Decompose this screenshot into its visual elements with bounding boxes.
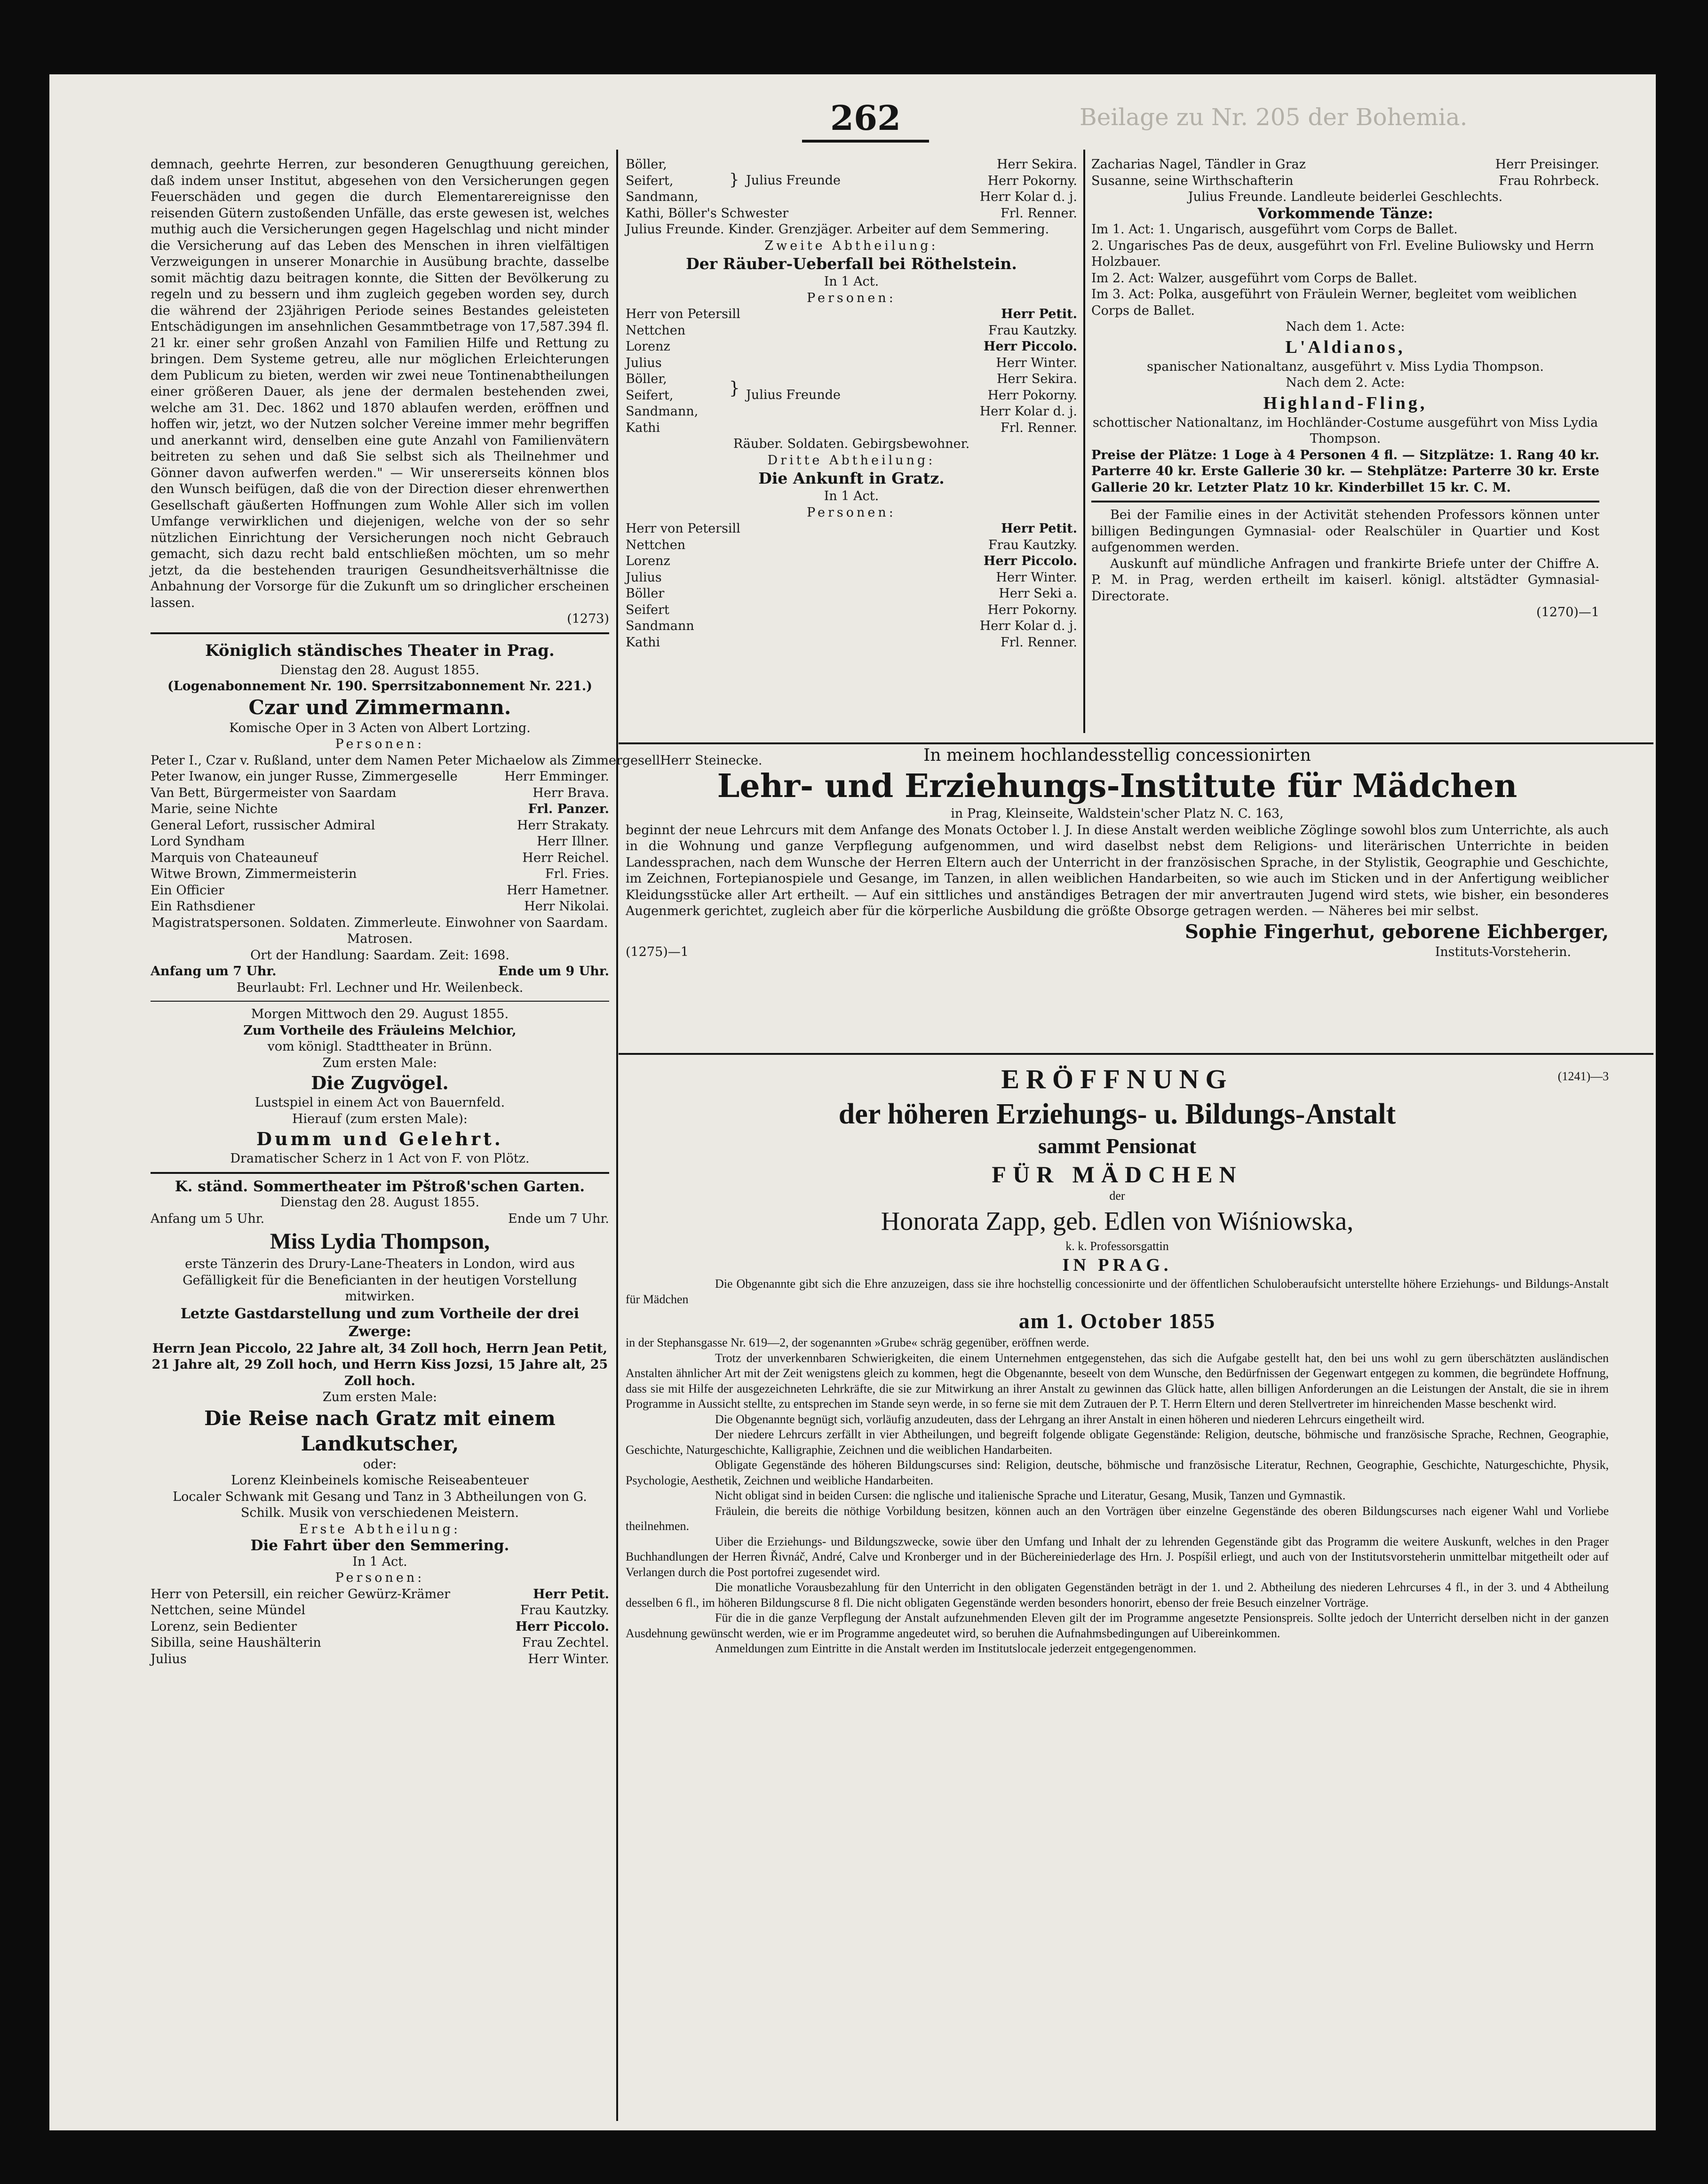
play1-subtitle: Lustspiel in einem Act von Bauernfeld. <box>254 1095 505 1110</box>
play-subtitle: Komische Oper in 3 Acten von Albert Lortzing. <box>229 720 531 735</box>
act-title: Die Ankunft in Gratz. <box>758 469 945 487</box>
ticket-prices: Preise der Plätze: 1 Loge à 4 Personen 4 fl. — Sitzplätze: 1. Rang 40 kr. Parterre 40 kr. Erste Gallerie 30 kr. — Stehplätze: Parterre 30 kr. Erste Gallerie 20 kr. Letzter Platz 10 kr. Kinderbillet 15 kr. C. M. <box>1091 447 1599 495</box>
ad-founder-name: Honorata Zapp, geb. Edlen von Wiśniowska, <box>881 1206 1354 1236</box>
play2-title: Dumm und Gelehrt. <box>256 1128 503 1149</box>
persons-heading: Personen: <box>807 290 896 305</box>
column-2 <box>626 157 1077 651</box>
ad-der: der <box>1109 1189 1125 1203</box>
cast-row: Sandmann Herr Kolar d. j. <box>626 619 1077 633</box>
brace-label: Julius Freunde <box>743 173 843 189</box>
cast-list-b <box>626 306 1077 436</box>
section-rule-middle <box>619 1053 1653 1055</box>
cast-row: Ein Officier Herr Hametner. <box>151 883 609 898</box>
cast-row: Sandmann, Herr Kolar d. j. <box>626 190 1077 204</box>
leave-note: Beurlaubt: Frl. Lechner und Hr. Weilenbeck. <box>236 980 524 995</box>
cast-row: Lord Syndham Herr Illner. <box>151 834 609 849</box>
ad-paragraph: Obligate Gegenstände des höheren Bildungscurses sind: Religion, deutsche, böhmische und französische Literatur, Rechnen, Geographie, Geschichte, Naturgeschichte, Physik, Psychologie, Aesthetik, Zeichnen und weibliche Handarbeiten. <box>626 1458 1609 1487</box>
page-number: 262 <box>802 98 929 143</box>
divider <box>151 632 609 634</box>
ad-ref: (1241)—3 <box>1557 1069 1609 1083</box>
first-time-note: Zum ersten Male: <box>322 1390 437 1404</box>
cast-row: Böller Herr Seki a. <box>626 586 1077 601</box>
divider <box>151 1172 609 1174</box>
first-time-note: Zum ersten Male: <box>322 1055 437 1070</box>
column-3 <box>1091 157 1599 621</box>
tomorrow-date: Morgen Mittwoch den 29. August 1855. <box>251 1007 509 1021</box>
ad-title: Lehr- und Erziehungs-Institute für Mädchen <box>717 767 1517 805</box>
cast-row: Kathi Frl. Renner. <box>626 635 1077 650</box>
cast-list <box>151 753 763 915</box>
cast-row: Böller, Herr Sekira. <box>626 372 1077 386</box>
dwarfs-list: Herrn Jean Piccolo, 22 Jahre alt, 34 Zoll hoch, Herrn Jean Petit, 21 Jahre alt, 29 Zoll hoch, und Herrn Kiss Jozsi, 15 Jahre alt, 25 Zoll hoch. <box>151 1341 608 1388</box>
place-of-action: Ort der Handlung: Saardam. Zeit: 1698. <box>250 948 509 963</box>
ad-paragraph: Der niedere Lehrcurs zerfällt in vier Abtheilungen, und begreift folgende obligate Gegenstände: Religion, deutsche, böhmische und französische Sprache, Rechnen, Geographie, Geschichte, Naturgeschichte, Kalligraphie, Zeichnen und die weiblichen Handarbeiten. <box>626 1427 1609 1457</box>
lodging-notice: Bei der Familie eines in der Activität stehenden Professors können unter billigen Bedingungen Gymnasial- oder Realschüler in Quartier und Kost aufgenommen werden. <box>1091 508 1599 555</box>
play-title: Die Reise nach Gratz mit einem Landkutscher, <box>204 1406 556 1455</box>
play1-title: Die Zugvögel. <box>311 1072 449 1093</box>
extras: Räuber. Soldaten. Gebirgsbewohner. <box>733 437 970 451</box>
cast-row: Lorenz, sein Bedienter Herr Piccolo. <box>151 1619 609 1634</box>
play-description: Localer Schwank mit Gesang und Tanz in 3 Abtheilungen von G. Schilk. Musik von verschiedenen Meistern. <box>173 1489 587 1520</box>
cast-row: Lorenz Herr Piccolo. <box>626 554 1077 568</box>
ad-paragraph: Die Obgenannte begnügt sich, vorläufig anzudeuten, dass der Lehrgang an ihrer Anstalt in einen höheren und niederen Lehrcurs eingetheilt wird. <box>715 1412 1425 1426</box>
article-text: demnach, geehrte Herren, zur besonderen Genugthuung gereichen, daß indem unser Institut, abgesehen von den Versicherungen gegen Feuerschäden und gegen die durch Elementarereignisse den reisenden Gütern zustoßenden Unfälle, das erste gewesen ist, welches muthig auch die Versicherungen gegen Hagelschlag und nicht minder die Versicherung auf das Leben des Menschen in ihren vielfältigen Verzweigungen in unserer Monarchie in Ausübung brachte, dasselbe somit mächtig dazu beitragen konnte, die Sitten der Bevölkerung zu regeln und zu bessern und ihm zugleich gegeben worden sey, durch die während der 23jährigen Periode seines Bestandes geleisteten Entschädigungen im ansehnlichen Gesammtbetrage von 17,587.394 fl. 21 kr. einer sehr großen Anzahl von Familien Hilfe und Rettung zu bringen. Dem Systeme getreu, alle nur möglichen Erleichterungen dem Publicum zu bieten, werden wir zwei neue Tontinenabtheilungen einer größeren Dauer, als jene der dermalen bestehenden zwei, welche am 31. Dec. 1862 und 1870 ablaufen werden, eröffnen und hoffen wir, jetzt, wo der Nutzen solcher Vereine immer mehr begriffen und anerkannt wird, denselben eine gute Anzahl von Familienvätern beitreten zu sehen und daß Sie selbst sich als Theilnehmer und Gönner davon aufwerfen werden." — Wir unsererseits können blos den Wunsch beifügen, daß die von der Direction dieser ehrenwerthen Gesellschaft gäußerten Hoffnungen zum Wohle Aller sich im vollen Umfange verwirklichen und diejenigen, welche von der so sehr nützlichen Einrichtung der Versicherungen noch nicht Gebrauch gemacht, sich dazu recht bald entschließen möchten, um so mehr jetzt, da die bestehenden traurigen Gesundheitsverhältnisse die Anbahnung der Vorsorge für die Zukunft um so dringlicher erscheinen lassen. <box>151 157 609 610</box>
ad-paragraph: Uiber die Erziehungs- und Bildungszwecke, sowie über den Umfang und Inhalt der zu lehrenden Gegenstände gibt das Programm die weitere Auskunft, welches in den Prager Buchhandlungen der Herren Řivnáč, André, Calve und Kronberger und in der Büchereiniederlage des Hrn. J. Pospíšil erliegt, und auch von der Institutsvorsteherin unmittelbar mitgetheilt oder auf Verlangen durch die Post portofrei zugesendet wird. <box>626 1534 1609 1579</box>
section-rule-top <box>619 742 1653 744</box>
ad-paragraph: in der Stephansgasse Nr. 619—2, der sogenannten »Grube« schräg gegenüber, eröffnen werde. <box>626 1336 1089 1349</box>
cast-row: Herr von Petersill Herr Petit. <box>626 307 1077 321</box>
cast-row: Julius Herr Winter. <box>151 1651 609 1666</box>
ad-paragraph: Fräulein, die bereits die nöthige Vorbildung besitzen, können auch an den Vorträgen über einzelne Gegenstände des oberen Bildungscurses nach eigener Wahl und Vorliebe theilnehmen. <box>626 1504 1609 1533</box>
cast-row: Böller, Herr Sekira. <box>626 157 1077 172</box>
extras: Magistratspersonen. Soldaten. Zimmerleute. Einwohner von Saardam. Matrosen. <box>151 915 608 946</box>
newspaper-page <box>49 74 1656 2130</box>
act-heading: Erste Abtheilung: <box>299 1522 461 1537</box>
persons-heading: Personen: <box>335 1570 425 1585</box>
cast-list-a <box>626 157 1077 222</box>
ad-city: IN PRAG. <box>1062 1255 1172 1275</box>
performance-date: Dienstag den 28. August 1855. <box>280 1195 480 1210</box>
times: Anfang um 7 Uhr. Ende um 9 Uhr. <box>151 964 609 979</box>
ad-subtitle: der höheren Erziehungs- u. Bildungs-Anstalt <box>838 1098 1396 1130</box>
dance-item: 2. Ungarisches Pas de deux, ausgeführt von Frl. Eveline Buliowsky und Herrn Holzbauer. <box>1091 238 1594 269</box>
play2-subtitle: Dramatischer Scherz in 1 Act von F. von Plötz. <box>230 1151 530 1166</box>
guest-star: Miss Lydia Thompson, <box>270 1229 490 1254</box>
cast-row: Herr von Petersill Herr Petit. <box>626 521 1077 536</box>
dance-1-description: spanischer Nationaltanz, ausgeführt v. Miss Lydia Thompson. <box>1147 359 1544 374</box>
cast-row: Herr von Petersill, ein reicher Gewürz-Krämer Herr Petit. <box>151 1586 609 1602</box>
cast-row: Julius Herr Winter. <box>626 355 1077 370</box>
persons-heading: Personen: <box>335 737 425 751</box>
ad-paragraph: Trotz der unverkennbaren Schwierigkeiten, die einem Unternehmen entgegenstehen, das sich die Aufgabe gestellt hat, den bei uns wohl zu gern überschätzten ausländischen Anstalten ähnlicher Art mit der Zeit wenigstens gleich zu kommen, hegt die Obgenannte, beseelt von dem Wunsche, den Bedürfnissen der Gegenwart entgegen zu kommen, die begründete Hoffnung, dass sie mit Hilfe der ausgezeichneten Lehrkräfte, die sie zur Mitwirkung an ihrer Anstalt zu gewinnen das Glück hatte, allen billigen Anforderungen an die Leistungen der Anstalt, die sie in ihrem Programme in Aussicht stellte, zu entsprechen im Stande seyn werde, in so ferne sie mit dem Zutrauen der P. T. Herrn Eltern und deren Stellvertreter im hinreichenden Masse beschenkt wird. <box>626 1351 1609 1411</box>
cast-list-c <box>626 521 1077 651</box>
cast-row: Peter I., Czar v. Rußland, unter dem Namen Peter Michaelow als Zimmergesell Herr Steinecke. <box>151 753 763 768</box>
lodging-notice-2: Auskunft auf mündliche Anfragen und frankirte Briefe unter der Chiffre A. P. M. in Prag, werden ertheilt im kaiserl. königl. altstädter Gymnasial-Directorate. <box>1091 556 1599 604</box>
cast-row: Nettchen, seine Mündel Frau Kautzky. <box>151 1603 609 1618</box>
extras: Julius Freunde. Landleute beiderlei Geschlechts. <box>1188 190 1503 204</box>
last-guest-performance: Letzte Gastdarstellung und zum Vortheile der drei Zwerge: <box>180 1305 580 1340</box>
advertisement-girls-institute <box>626 745 1609 960</box>
cast-row: Sandmann, Herr Kolar d. j. <box>626 404 1077 419</box>
act-title: Der Räuber-Ueberfall bei Röthelstein. <box>686 255 1017 273</box>
ad-paragraph: Nicht obligat sind in beiden Cursen: die nglische und italienische Sprache und Literatur, Gesang, Musik, Tanzen und Gymnastik. <box>715 1489 1346 1502</box>
cast-row: Marquis von Chateauneuf Herr Reichel. <box>151 850 609 865</box>
ad-header <box>626 1062 1609 1096</box>
theater-program-2 <box>151 1179 609 1668</box>
dance-item: Im 1. Act: 1. Ungarisch, ausgeführt vom Corps de Ballet. <box>1091 222 1458 237</box>
persons-heading: Personen: <box>807 505 896 520</box>
cast-row: Seifert, Herr Pokorny. <box>626 173 1077 188</box>
cast-row: Witwe Brown, Zimmermeisterin Frl. Fries. <box>151 867 609 881</box>
times: Anfang um 5 Uhr. Ende um 7 Uhr. <box>151 1211 609 1226</box>
cast-row: Susanne, seine Wirthschafterin Frau Rohrbeck. <box>1091 173 1599 188</box>
ad-signature-title: Instituts-Vorsteherin. <box>1435 944 1571 959</box>
ad-opening-date: am 1. October 1855 <box>1018 1309 1216 1333</box>
column-rule-2 <box>1083 150 1085 733</box>
ad-pension: sammt Pensionat <box>1038 1134 1197 1158</box>
ad-founder-rank: k. k. Professorsgattin <box>1065 1239 1169 1253</box>
running-header: Beilage zu Nr. 205 der Bohemia. <box>1080 104 1468 131</box>
divider <box>151 1001 609 1002</box>
ad-for-girls: FÜR MÄDCHEN <box>992 1161 1243 1188</box>
ad-paragraph: Die Obgenannte gibt sich die Ehre anzuzeigen, dass sie ihre hochstellig concessionirte und der öffentlichen Schuloberaufsicht unterstellte höhere Erziehungs- und Bildungs-Anstalt für Mädchen <box>626 1277 1609 1306</box>
dance-item: Im 2. Act: Walzer, ausgeführt vom Corps de Ballet. <box>1091 271 1418 286</box>
ad-footer <box>626 944 1609 961</box>
benefit-line: Zum Vortheile des Fräuleins Melchior, <box>243 1023 516 1038</box>
act-heading: Zweite Abtheilung: <box>764 238 938 253</box>
cast-row: Kathi Frl. Renner. <box>626 420 1077 435</box>
cast-row: Kathi, Böller's Schwester Frl. Renner. <box>626 206 1077 221</box>
play-title: Czar und Zimmermann. <box>248 695 511 719</box>
ad-signature: Sophie Fingerhut, geborene Eichberger, <box>1184 920 1609 943</box>
article-ref: (1273) <box>567 612 609 626</box>
brace: } <box>729 379 740 398</box>
act-length: In 1 Act. <box>824 274 879 289</box>
guest-star-description: erste Tänzerin des Drury-Lane-Theaters in London, wird aus Gefälligkeit für die Beneficianten in der heutigen Vorstellung mitwirken. <box>183 1257 577 1304</box>
dance-1-title: L'Aldianos, <box>1285 337 1406 357</box>
ad-ref: (1275)—1 <box>626 944 689 959</box>
cast-row: General Lefort, russischer Admiral Herr Strakaty. <box>151 818 609 833</box>
ad-body: beginnt der neue Lehrcurs mit dem Anfange des Monats October l. J. In diese Anstalt werden weibliche Zöglinge sowohl blos zum Unterrichte, als auch in die Wohnung und ganze Verpflegung aufgenommen, und wird daselbst nebst dem Religions- und literärischen Unterrichte in beiden Landessprachen, nach dem Wunsche der Herren Eltern auch der Unterricht in der französischen Sprache, in der Stylistik, Geographie und Geschichte, im Zeichnen, Fortepianospiele und Gesange, im Tanzen, in allen weiblichen Handarbeiten, so wie auch im Sticken und in der Anfertigung weiblicher Kleidungsstücke aller Art ertheilt. — Auf ein sittliches und anständiges Betragen der mir anvertrauten Jugend wird stets, wie bisher, ein besonderes Augenmerk gerichtet, zugleich aber für die körperliche Ausbildung die größte Obsorge getragen werden. — Näheres bei mir selbst. <box>626 822 1609 918</box>
cast-row: Sibilla, seine Haushälterin Frau Zechtel. <box>151 1635 609 1650</box>
advertisement-opening <box>626 1062 1609 1657</box>
brace-label: Julius Freunde <box>743 387 843 404</box>
cast-row: Seifert Herr Pokorny. <box>626 602 1077 617</box>
theater-name: K. ständ. Sommertheater im Pštroß'schen Garten. <box>175 1178 585 1195</box>
dance-item: Im 3. Act: Polka, ausgeführt von Fräulein Werner, begleitet vom weiblichen Corps de Ballet. <box>1091 287 1577 318</box>
ad-paragraph: Für die in die ganze Verpflegung der Anstalt aufzunehmenden Eleven gilt der im Programme angesetzte Pensionspreis. Sollte jedoch der Unterricht derselben nicht in der ganzen Ausdehnung gewünscht werden, wie er im Programme angedeutet wird, so beruhen die Aufnahmsbedingungen auf Uibereinkommen. <box>626 1611 1609 1640</box>
brace: } <box>729 170 739 189</box>
play-subtitle: Lorenz Kleinbeinels komische Reiseabenteuer <box>231 1473 529 1488</box>
cast-row: Zacharias Nagel, Tändler in Graz Herr Preisinger. <box>1091 157 1599 172</box>
divider <box>1091 501 1599 502</box>
cast-row: Lorenz Herr Piccolo. <box>626 339 1077 354</box>
after-act-2: Nach dem 2. Acte: <box>1286 375 1405 390</box>
column-rule-1 <box>616 150 618 2121</box>
ad-paragraph: Die monatliche Vorausbezahlung für den Unterricht in den obligaten Gegenständen beträgt in der 1. und 2. Abtheilung des niederen Lehrcurses 4 fl., in der 3. und 4 Abtheilung desselben 6 fl., im höheren Bildungscurse 8 fl. Die nicht obligaten Gegenstände werden besonders honorirt, ebenso der freie Besuch einzelner Vorträge. <box>626 1580 1609 1610</box>
cast-row: Ein Rathsdiener Herr Nikolai. <box>151 899 609 914</box>
act-length: In 1 Act. <box>352 1554 407 1569</box>
benefit-from: vom königl. Stadttheater in Brünn. <box>267 1039 493 1054</box>
dance-2-description: schottischer Nationaltanz, im Hochländer-Costume ausgeführt von Miss Lydia Thompson. <box>1092 415 1598 446</box>
abonnement-note: (Logenabonnement Nr. 190. Sperrsitzabonnement Nr. 221.) <box>167 679 592 693</box>
oder: oder: <box>363 1457 397 1472</box>
cast-row: Seifert, Herr Pokorny. <box>626 388 1077 403</box>
theater-name: Königlich ständisches Theater in Prag. <box>205 641 555 660</box>
act-title: Die Fahrt über den Semmering. <box>250 1537 509 1554</box>
cast-row: Nettchen Frau Kautzky. <box>626 323 1077 338</box>
ad-address: in Prag, Kleinseite, Waldstein'scher Platz N. C. 163, <box>951 806 1284 821</box>
ad-intro: In meinem hochlandesstellig concessionirten <box>923 746 1311 765</box>
cast-row: Van Bett, Bürgermeister von Saardam Herr Brava. <box>151 785 609 800</box>
ad-title: ERÖFFNUNG <box>1001 1064 1233 1094</box>
cast-row: Nettchen Frau Kautzky. <box>626 537 1077 552</box>
then-note: Hierauf (zum ersten Male): <box>292 1111 468 1126</box>
cast-row: Marie, seine Nichte Frl. Panzer. <box>151 802 609 816</box>
dances-heading: Vorkommende Tänze: <box>1257 205 1433 222</box>
dance-2-title: Highland-Fling, <box>1263 393 1428 413</box>
act-heading: Dritte Abtheilung: <box>767 453 936 468</box>
extras: Julius Freunde. Kinder. Grenzjäger. Arbeiter auf dem Semmering. <box>626 222 1049 237</box>
cast-row: Peter Iwanow, ein junger Russe, Zimmergeselle Herr Emminger. <box>151 769 609 784</box>
ad-paragraph: Anmeldungen zum Eintritte in die Anstalt werden im Institutslocale jederzeit entgegengenommen. <box>715 1642 1197 1655</box>
cast-row: Julius Herr Winter. <box>626 570 1077 585</box>
notice-ref: (1270)—1 <box>1536 605 1599 620</box>
act-length: In 1 Act. <box>824 489 879 503</box>
cast-list <box>151 1586 609 1668</box>
performance-date: Dienstag den 28. August 1855. <box>280 662 480 678</box>
after-act-1: Nach dem 1. Acte: <box>1286 319 1405 334</box>
